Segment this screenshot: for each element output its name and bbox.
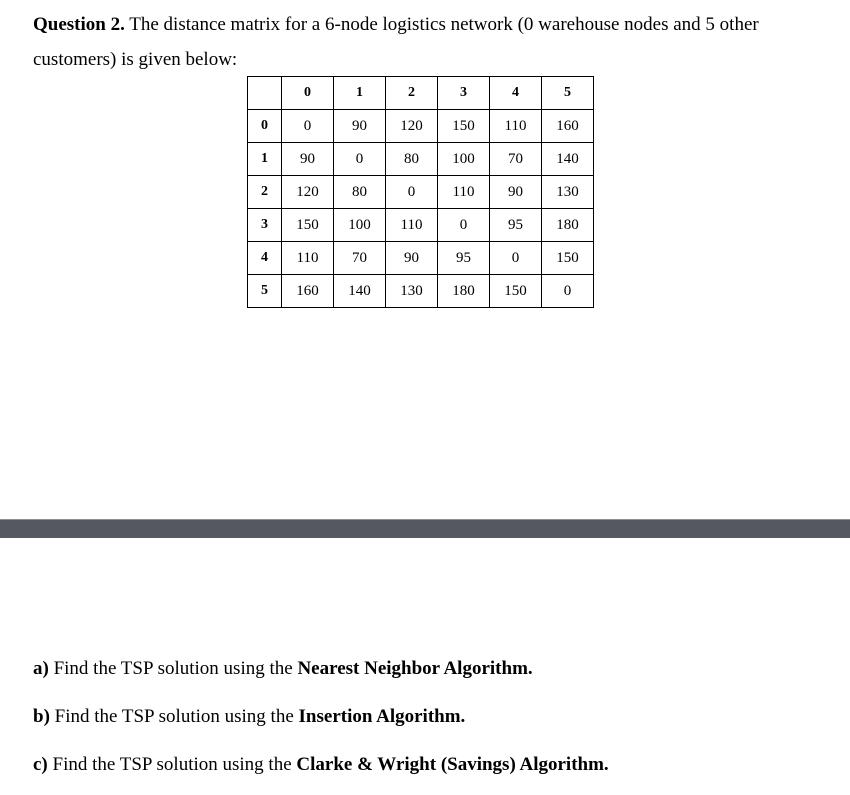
column-header: 3 <box>438 77 490 110</box>
table-cell: 0 <box>542 275 594 308</box>
table-cell: 0 <box>282 110 334 143</box>
table-cell: 140 <box>542 143 594 176</box>
column-header: 0 <box>282 77 334 110</box>
question-label: Question 2. <box>33 14 125 35</box>
part-c <box>33 754 609 776</box>
table-cell: 110 <box>490 110 542 143</box>
part-b <box>33 706 465 728</box>
table-cell: 80 <box>386 143 438 176</box>
part-b-algorithm: Insertion Algorithm. <box>298 706 466 727</box>
table-cell: 0 <box>386 176 438 209</box>
row-header: 3 <box>248 209 282 242</box>
distance-matrix-table <box>247 76 594 308</box>
table-cell: 130 <box>386 275 438 308</box>
row-header: 5 <box>248 275 282 308</box>
part-a-prefix: Find the TSP solution using the <box>48 658 298 679</box>
table-row <box>248 275 594 308</box>
table-cell: 0 <box>490 242 542 275</box>
table-cell: 120 <box>282 176 334 209</box>
column-header: 2 <box>386 77 438 110</box>
table-cell: 0 <box>438 209 490 242</box>
table-row <box>248 143 594 176</box>
part-a-algorithm: Nearest Neighbor Algorithm. <box>297 658 533 679</box>
table-cell: 0 <box>334 143 386 176</box>
table-cell: 180 <box>542 209 594 242</box>
part-a <box>33 658 533 680</box>
row-header: 4 <box>248 242 282 275</box>
part-b-prefix: Find the TSP solution using the <box>49 706 299 727</box>
table-cell: 70 <box>334 242 386 275</box>
table-row <box>248 176 594 209</box>
table-cell: 100 <box>334 209 386 242</box>
table-cell: 180 <box>438 275 490 308</box>
table-cell: 95 <box>490 209 542 242</box>
table-cell: 90 <box>334 110 386 143</box>
column-header: 5 <box>542 77 594 110</box>
table-cell: 140 <box>334 275 386 308</box>
part-c-algorithm: Clarke & Wright (Savings) Algorithm. <box>296 754 609 775</box>
part-c-label: c) <box>33 754 48 775</box>
table-corner-cell <box>248 77 282 110</box>
table-cell: 130 <box>542 176 594 209</box>
table-cell: 110 <box>386 209 438 242</box>
row-header: 0 <box>248 110 282 143</box>
table-row <box>248 242 594 275</box>
table-cell: 110 <box>438 176 490 209</box>
table-cell: 70 <box>490 143 542 176</box>
table-cell: 100 <box>438 143 490 176</box>
table-cell: 150 <box>438 110 490 143</box>
table-cell: 160 <box>542 110 594 143</box>
table-header-row <box>248 77 594 110</box>
part-b-label: b) <box>33 706 50 727</box>
column-header: 1 <box>334 77 386 110</box>
table-cell: 120 <box>386 110 438 143</box>
table-cell: 160 <box>282 275 334 308</box>
table-cell: 95 <box>438 242 490 275</box>
table-cell: 90 <box>490 176 542 209</box>
table-cell: 150 <box>490 275 542 308</box>
column-header: 4 <box>490 77 542 110</box>
table-cell: 150 <box>542 242 594 275</box>
table-cell: 110 <box>282 242 334 275</box>
table-cell: 150 <box>282 209 334 242</box>
table-cell: 90 <box>386 242 438 275</box>
table-cell: 80 <box>334 176 386 209</box>
row-header: 1 <box>248 143 282 176</box>
part-a-label: a) <box>33 658 49 679</box>
table-cell: 90 <box>282 143 334 176</box>
table-row <box>248 209 594 242</box>
part-c-prefix: Find the TSP solution using the <box>47 754 297 775</box>
question-statement <box>33 7 833 77</box>
page-divider <box>0 520 850 538</box>
row-header: 2 <box>248 176 282 209</box>
table-row <box>248 110 594 143</box>
question-text: The distance matrix for a 6-node logistics network (0 warehouse nodes and 5 other customers) is given below: <box>33 14 759 70</box>
